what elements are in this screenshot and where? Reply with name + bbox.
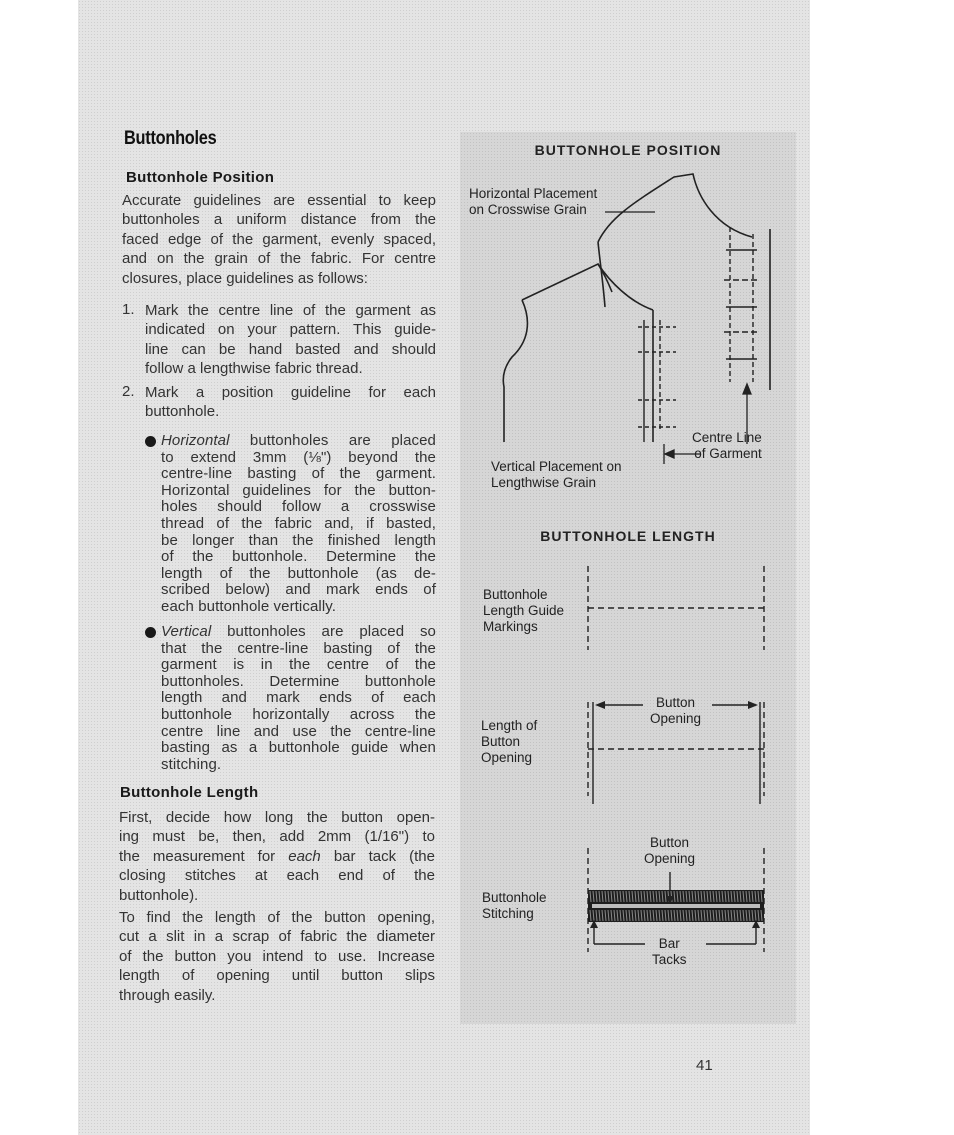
text-line: the measurement for each bar tack (the [119,847,435,865]
intro-paragraph [122,191,436,288]
text-line: Mark the centre line of the garment as [145,302,436,319]
text-line: closures, place guidelines as follows: [122,269,368,287]
text-line: faced edge of the garment, evenly spaced, [122,230,436,248]
bullet-text [161,624,436,773]
text-line: and on the grain of the fabric. For centre [122,250,436,268]
buttonhole-slit [592,904,760,908]
text-line: each buttonhole vertically. [161,597,337,615]
length-guide-markings [588,566,764,650]
text-line: Horizontal buttonholes are placed [161,432,436,449]
text-line: cut a slit in a scrap of fabric the diameter [119,928,435,946]
vertical-buttonhole-markings [638,320,676,442]
text-line: centre-line basting of the garment. [161,465,436,483]
horizontal-placement-label: Horizontal Placement on Crosswise Grain [469,186,598,217]
text-line: line can be hand basted and should [145,340,436,358]
text-line: basting as a buttonhole guide when [161,739,436,757]
text-line: buttonholes. Determine buttonhole [161,672,436,690]
centre-line-label: Centre Line of Garment [692,430,762,461]
text-line: buttonhole. [145,403,220,421]
length-paragraph-2 [119,908,435,1005]
bullet-dot [145,436,156,447]
text-line: be longer than the finished length [161,531,436,549]
text-line: of the buttonhole. Determine the [161,548,436,566]
opening-length-label: Length of Button Opening [481,718,538,765]
text-line: garment is in the centre of the [161,656,436,674]
bar-tacks-label: Bar Tacks [652,936,687,967]
text-line: Horizontal guidelines for the button- [161,481,436,499]
text-line: through easily. [119,986,216,1004]
position-heading: Buttonhole Position [126,169,275,186]
page-number: 41 [696,1057,713,1074]
text-line: stitching. [161,755,222,773]
stitching-label: Buttonhole Stitching [482,890,547,921]
length-heading: Buttonhole Length [120,784,259,801]
text-line: Accurate guidelines are essential to keep [122,192,436,209]
front-garment-shoulder [522,264,612,300]
button-opening-bottom-label: Button Opening [644,835,696,866]
page-title: Buttonholes [124,128,217,149]
position-diagram-title: BUTTONHOLE POSITION [534,142,722,158]
text-line: buttonholes a uniform distance from the [122,211,436,229]
text-line: To find the length of the button opening, [119,909,435,926]
step-number: 1. [122,301,135,318]
length-diagram-title: BUTTONHOLE LENGTH [540,528,716,544]
length-guide-label: Buttonhole Length Guide Markings [483,587,565,634]
bullet-dot [145,627,156,638]
front-garment-neckline [598,264,653,310]
text-line: to extend 3mm (⅛") beyond the [161,448,436,466]
text-line: closing stitches at each end of the [119,867,435,885]
text-line: length of opening until button slips [119,967,435,985]
back-garment-outline [598,174,752,242]
step-text [145,301,436,379]
text-line: Vertical buttonholes are placed so [161,623,436,640]
text-line: buttonhole). [119,886,199,904]
text-line: scribed below) and mark ends of [161,581,436,599]
text-line: First, decide how long the button open- [119,809,435,826]
text-line: buttonhole horizontally across the [161,705,436,723]
bullet-text [161,433,436,616]
vertical-placement-label: Vertical Placement on Lengthwise Grain [491,459,622,490]
step-text [145,383,436,422]
horizontal-buttonhole-markings [724,227,757,382]
text-line: length and mark ends of each [161,689,436,707]
step-number: 2. [122,383,135,400]
text-line: thread of the fabric and, if basted, [161,514,436,532]
text-line: Mark a position guideline for each [145,384,436,401]
front-garment-armhole [503,300,527,442]
text-line: ing must be, then, add 2mm (1/16") to [119,828,435,846]
text-line: indicated on your pattern. This guide- [145,321,436,339]
text-line: holes should follow a crosswise [161,498,436,516]
text-line: that the centre-line basting of the [161,639,436,657]
button-opening-top-label: Button Opening [650,695,702,726]
text-line: centre line and use the centre-line [161,722,436,740]
text-line: follow a lengthwise fabric thread. [145,360,363,378]
text-line: of the button you intend to use. Increase [119,947,435,965]
diagram-panel [460,132,796,1024]
text-line: length of the buttonhole (as de- [161,564,436,582]
length-paragraph-1 [119,808,435,905]
